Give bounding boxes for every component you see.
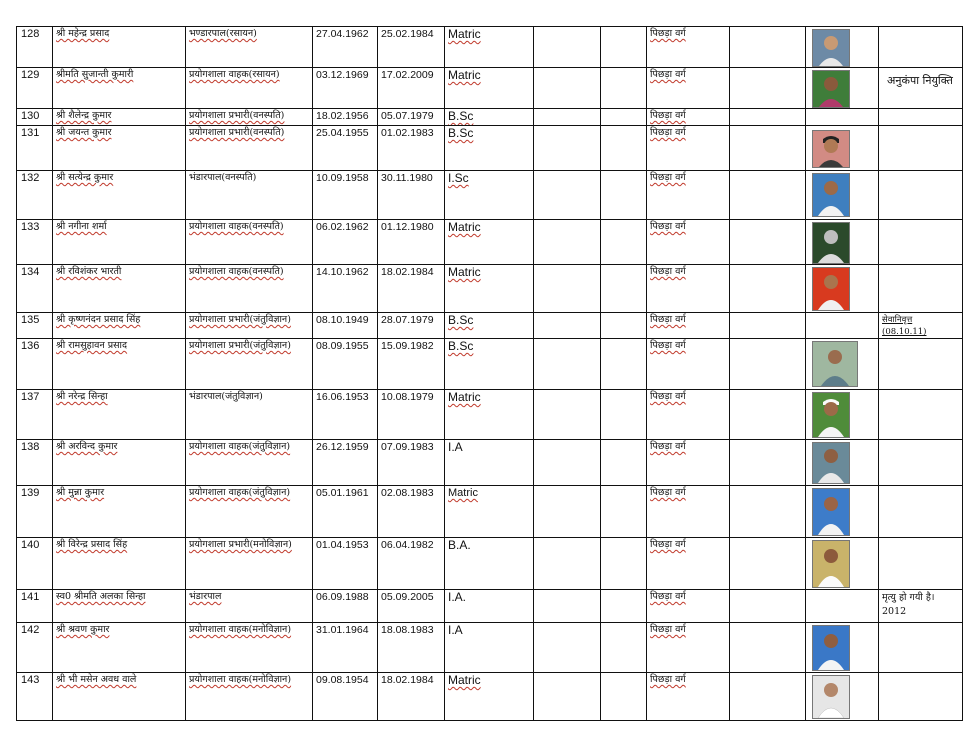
remarks: मृत्यु हो गयी है। 2012	[879, 590, 963, 623]
empty-cell	[601, 126, 647, 171]
serial-number: 140	[17, 538, 53, 590]
qualification: Matric	[445, 265, 534, 313]
table-row	[17, 126, 963, 171]
qualification: I.A	[445, 440, 534, 486]
empty-cell	[601, 590, 647, 623]
empty-cell	[534, 313, 601, 339]
serial-number: 131	[17, 126, 53, 171]
joining-date: 28.07.1979	[378, 313, 445, 339]
remarks	[879, 623, 963, 673]
birth-date: 09.08.1954	[313, 673, 378, 721]
photo-cell	[806, 68, 879, 109]
birth-date: 16.06.1953	[313, 390, 378, 440]
table-row	[17, 623, 963, 673]
qualification: I.A	[445, 623, 534, 673]
post-title: भंडारपाल(वनस्पति)	[186, 171, 313, 220]
employee-name: श्री नरेन्द्र सिन्हा	[53, 390, 186, 440]
empty-cell	[534, 623, 601, 673]
empty-cell	[730, 339, 806, 390]
empty-cell	[534, 265, 601, 313]
employee-name: श्री कृष्णनंदन प्रसाद सिंह	[53, 313, 186, 339]
photo-cell	[806, 220, 879, 265]
table-row	[17, 590, 963, 623]
employee-name: श्री रामसुहावन प्रसाद	[53, 339, 186, 390]
empty-cell	[601, 623, 647, 673]
employee-name: श्रीमति सुजान्ती कुमारी	[53, 68, 186, 109]
serial-number: 142	[17, 623, 53, 673]
photo-cell	[806, 171, 879, 220]
photo-cell	[806, 486, 879, 538]
empty-cell	[601, 339, 647, 390]
qualification: Matric	[445, 673, 534, 721]
employee-photo	[812, 70, 850, 108]
category: पिछड़ा वर्ग	[647, 220, 730, 265]
photo-cell	[806, 623, 879, 673]
empty-cell	[730, 538, 806, 590]
photo-cell	[806, 390, 879, 440]
birth-date: 06.02.1962	[313, 220, 378, 265]
empty-cell	[534, 339, 601, 390]
joining-date: 01.12.1980	[378, 220, 445, 265]
empty-cell	[730, 68, 806, 109]
remarks	[879, 673, 963, 721]
employee-name: श्री अरविन्द कुमार	[53, 440, 186, 486]
employee-name: श्री विरेन्द्र प्रसाद सिंह	[53, 538, 186, 590]
qualification: B.Sc	[445, 339, 534, 390]
joining-date: 25.02.1984	[378, 27, 445, 68]
photo-cell	[806, 27, 879, 68]
joining-date: 17.02.2009	[378, 68, 445, 109]
employee-name: श्री महेन्द्र प्रसाद	[53, 27, 186, 68]
birth-date: 26.12.1959	[313, 440, 378, 486]
serial-number: 132	[17, 171, 53, 220]
remarks: सेवानिवृत्त (08.10.11)	[879, 313, 963, 339]
joining-date: 02.08.1983	[378, 486, 445, 538]
qualification: Matric	[445, 68, 534, 109]
post-title: प्रयोगशाला वाहक(वनस्पति)	[186, 265, 313, 313]
empty-cell	[601, 673, 647, 721]
joining-date: 06.04.1982	[378, 538, 445, 590]
qualification: B.A.	[445, 538, 534, 590]
empty-cell	[601, 265, 647, 313]
birth-date: 08.10.1949	[313, 313, 378, 339]
employee-photo	[812, 222, 850, 264]
category: पिछड़ा वर्ग	[647, 109, 730, 126]
employee-name: श्री सत्येन्द्र कुमार	[53, 171, 186, 220]
empty-cell	[534, 440, 601, 486]
remarks	[879, 440, 963, 486]
serial-number: 130	[17, 109, 53, 126]
post-title: प्रयोगशाला प्रभारी(वनस्पति)	[186, 109, 313, 126]
remarks	[879, 486, 963, 538]
serial-number: 135	[17, 313, 53, 339]
empty-cell	[730, 673, 806, 721]
empty-cell	[534, 109, 601, 126]
remarks	[879, 265, 963, 313]
empty-cell	[601, 486, 647, 538]
post-title: प्रयोगशाला वाहक(जंतुविज्ञान)	[186, 486, 313, 538]
empty-cell	[601, 109, 647, 126]
category: पिछड़ा वर्ग	[647, 440, 730, 486]
post-title: भण्डारपाल(रसायन)	[186, 27, 313, 68]
qualification: B.Sc	[445, 109, 534, 126]
serial-number: 138	[17, 440, 53, 486]
joining-date: 07.09.1983	[378, 440, 445, 486]
employee-name: श्री भी मसेन अवध वाले	[53, 673, 186, 721]
category: पिछड़ा वर्ग	[647, 171, 730, 220]
qualification: I.Sc	[445, 171, 534, 220]
employee-name: श्री श्रवण कुमार	[53, 623, 186, 673]
empty-cell	[534, 486, 601, 538]
empty-cell	[601, 171, 647, 220]
post-title: प्रयोगशाला प्रभारी(मनोविज्ञान)	[186, 538, 313, 590]
serial-number: 128	[17, 27, 53, 68]
employee-photo	[812, 267, 850, 311]
category: पिछड़ा वर्ग	[647, 27, 730, 68]
empty-cell	[534, 673, 601, 721]
photo-cell	[806, 440, 879, 486]
employee-photo	[812, 392, 850, 438]
table-row	[17, 538, 963, 590]
empty-cell	[601, 27, 647, 68]
birth-date: 10.09.1958	[313, 171, 378, 220]
remarks	[879, 538, 963, 590]
serial-number: 143	[17, 673, 53, 721]
empty-cell	[601, 68, 647, 109]
table-row	[17, 440, 963, 486]
remarks	[879, 27, 963, 68]
birth-date: 18.02.1956	[313, 109, 378, 126]
table-row	[17, 486, 963, 538]
employee-name: श्री मुन्ना कुमार	[53, 486, 186, 538]
empty-cell	[601, 220, 647, 265]
category: पिछड़ा वर्ग	[647, 673, 730, 721]
photo-cell	[806, 339, 879, 390]
post-title: प्रयोगशाला वाहक(रसायन)	[186, 68, 313, 109]
qualification: B.Sc	[445, 126, 534, 171]
remarks	[879, 126, 963, 171]
employee-photo	[812, 442, 850, 484]
qualification: Matric	[445, 220, 534, 265]
employee-photo	[812, 173, 850, 217]
joining-date: 10.08.1979	[378, 390, 445, 440]
empty-cell	[730, 440, 806, 486]
employee-name: श्री शैलेन्द्र कुमार	[53, 109, 186, 126]
serial-number: 133	[17, 220, 53, 265]
joining-date: 15.09.1982	[378, 339, 445, 390]
table-row	[17, 265, 963, 313]
remarks	[879, 109, 963, 126]
remarks	[879, 220, 963, 265]
empty-cell	[730, 265, 806, 313]
joining-date: 05.09.2005	[378, 590, 445, 623]
photo-cell	[806, 126, 879, 171]
joining-date: 01.02.1983	[378, 126, 445, 171]
employee-name: श्री जयन्त कुमार	[53, 126, 186, 171]
birth-date: 14.10.1962	[313, 265, 378, 313]
serial-number: 139	[17, 486, 53, 538]
category: पिछड़ा वर्ग	[647, 390, 730, 440]
table-row	[17, 109, 963, 126]
birth-date: 06.09.1988	[313, 590, 378, 623]
joining-date: 18.02.1984	[378, 673, 445, 721]
category: पिछड़ा वर्ग	[647, 313, 730, 339]
empty-cell	[730, 390, 806, 440]
staff-table	[16, 26, 963, 721]
post-title: भंडारपाल	[186, 590, 313, 623]
birth-date: 27.04.1962	[313, 27, 378, 68]
birth-date: 05.01.1961	[313, 486, 378, 538]
table-row	[17, 339, 963, 390]
empty-cell	[806, 313, 879, 339]
empty-cell	[730, 126, 806, 171]
empty-cell	[730, 109, 806, 126]
birth-date: 03.12.1969	[313, 68, 378, 109]
empty-cell	[730, 623, 806, 673]
empty-cell	[601, 440, 647, 486]
birth-date: 25.04.1955	[313, 126, 378, 171]
serial-number: 137	[17, 390, 53, 440]
empty-cell	[534, 171, 601, 220]
empty-cell	[534, 27, 601, 68]
employee-name: श्री रविशंकर भारती	[53, 265, 186, 313]
joining-date: 05.07.1979	[378, 109, 445, 126]
post-title: प्रयोगशाला वाहक(मनोविज्ञान)	[186, 623, 313, 673]
employee-photo	[812, 540, 850, 588]
table-row	[17, 313, 963, 339]
qualification: I.A.	[445, 590, 534, 623]
employee-photo	[812, 488, 850, 536]
empty-cell	[534, 68, 601, 109]
post-title: प्रयोगशाला वाहक(जंतुविज्ञान)	[186, 440, 313, 486]
empty-cell	[534, 590, 601, 623]
empty-cell	[730, 486, 806, 538]
employee-photo	[812, 625, 850, 671]
joining-date: 18.02.1984	[378, 265, 445, 313]
table-row	[17, 673, 963, 721]
qualification: Matric	[445, 486, 534, 538]
remarks: अनुकंपा नियुक्ति	[879, 68, 963, 109]
table-row	[17, 68, 963, 109]
category: पिछड़ा वर्ग	[647, 126, 730, 171]
category: पिछड़ा वर्ग	[647, 590, 730, 623]
qualification: Matric	[445, 27, 534, 68]
employee-name: श्री नगीना शर्मा	[53, 220, 186, 265]
photo-cell	[806, 673, 879, 721]
serial-number: 136	[17, 339, 53, 390]
empty-cell	[601, 313, 647, 339]
employee-photo	[812, 341, 858, 387]
empty-cell	[534, 220, 601, 265]
empty-cell	[730, 220, 806, 265]
photo-cell	[806, 538, 879, 590]
category: पिछड़ा वर्ग	[647, 486, 730, 538]
post-title: भंडारपाल(जंतुविज्ञान)	[186, 390, 313, 440]
joining-date: 30.11.1980	[378, 171, 445, 220]
post-title: प्रयोगशाला प्रभारी(जंतुविज्ञान)	[186, 339, 313, 390]
post-title: प्रयोगशाला वाहक(मनोविज्ञान)	[186, 673, 313, 721]
serial-number: 129	[17, 68, 53, 109]
empty-cell	[730, 27, 806, 68]
empty-cell	[534, 390, 601, 440]
category: पिछड़ा वर्ग	[647, 538, 730, 590]
employee-photo	[812, 29, 850, 67]
category: पिछड़ा वर्ग	[647, 265, 730, 313]
staff-register-sheet	[16, 26, 962, 721]
remarks	[879, 390, 963, 440]
post-title: प्रयोगशाला वाहक(वनस्पति)	[186, 220, 313, 265]
category: पिछड़ा वर्ग	[647, 339, 730, 390]
qualification: Matric	[445, 390, 534, 440]
empty-cell	[534, 538, 601, 590]
table-row	[17, 220, 963, 265]
employee-photo	[812, 675, 850, 719]
table-row	[17, 390, 963, 440]
employee-name: स्व0 श्रीमति अलका सिन्हा	[53, 590, 186, 623]
serial-number: 141	[17, 590, 53, 623]
birth-date: 01.04.1953	[313, 538, 378, 590]
birth-date: 31.01.1964	[313, 623, 378, 673]
serial-number: 134	[17, 265, 53, 313]
empty-cell	[534, 126, 601, 171]
empty-cell	[601, 390, 647, 440]
empty-cell	[730, 171, 806, 220]
qualification: B.Sc	[445, 313, 534, 339]
category: पिछड़ा वर्ग	[647, 68, 730, 109]
remarks	[879, 339, 963, 390]
table-row	[17, 171, 963, 220]
post-title: प्रयोगशाला प्रभारी(जंतुविज्ञान)	[186, 313, 313, 339]
post-title: प्रयोगशाला प्रभारी(वनस्पति)	[186, 126, 313, 171]
joining-date: 18.08.1983	[378, 623, 445, 673]
empty-cell	[730, 590, 806, 623]
empty-cell	[806, 590, 879, 623]
remarks	[879, 171, 963, 220]
photo-cell	[806, 265, 879, 313]
empty-cell	[730, 313, 806, 339]
birth-date: 08.09.1955	[313, 339, 378, 390]
employee-photo	[812, 130, 850, 168]
table-row	[17, 27, 963, 68]
empty-cell	[601, 538, 647, 590]
empty-cell	[806, 109, 879, 126]
category: पिछड़ा वर्ग	[647, 623, 730, 673]
